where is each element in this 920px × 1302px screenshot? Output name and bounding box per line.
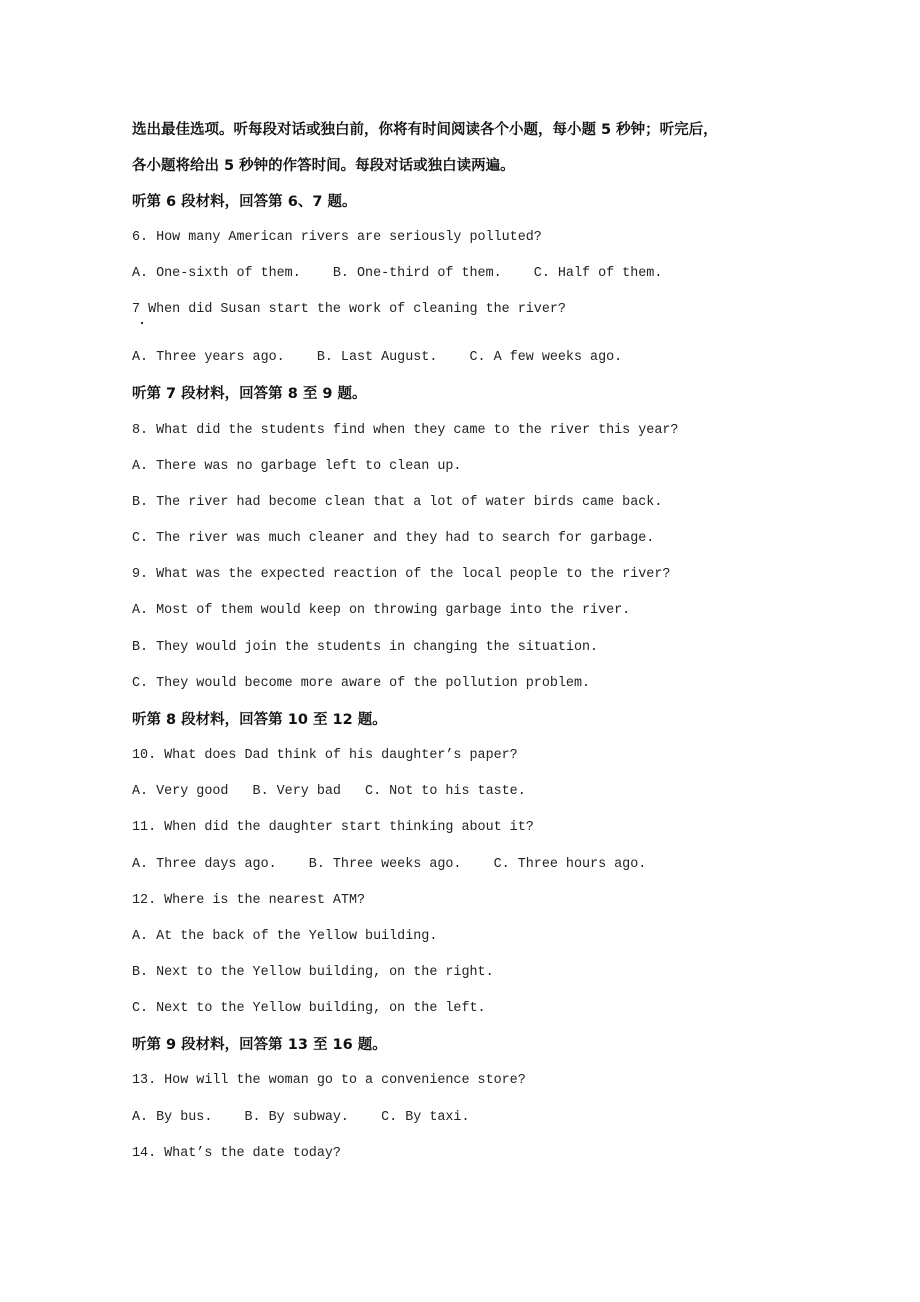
- answer-option: A. Most of them would keep on throwing garbage into the river.: [132, 603, 631, 618]
- answer-options: A. Very good B. Very bad C. Not to his taste.: [132, 784, 526, 799]
- answer-options: A. By bus. B. By subway. C. By taxi.: [132, 1110, 470, 1125]
- question: 13. How will the woman go to a convenience store?: [132, 1073, 526, 1088]
- answer-options: A. Three days ago. B. Three weeks ago. C. Three hours ago.: [132, 857, 647, 872]
- answer-options: A. Three years ago. B. Last August. C. A few weeks ago.: [132, 350, 623, 365]
- answer-option: B. The river had become clean that a lot of water birds came back.: [132, 495, 663, 510]
- answer-option: C. They would become more aware of the pollution problem.: [132, 676, 591, 691]
- answer-option: C. Next to the Yellow building, on the left.: [132, 1001, 486, 1016]
- question: 11. When did the daughter start thinking about it?: [132, 820, 534, 835]
- answer-option: A. There was no garbage left to clean up.: [132, 459, 462, 474]
- question: 12. Where is the nearest ATM?: [132, 893, 366, 908]
- section-heading: 听第 8 段材料，回答第 10 至 12 题。: [132, 712, 387, 728]
- stray-dot: [141, 322, 143, 324]
- question: 14. What’s the date today?: [132, 1146, 341, 1161]
- instruction-text: 选出最佳选项。听每段对话或独白前，你将有时间阅读各个小题，每小题 5 秒钟；听完后，: [132, 122, 718, 138]
- instruction-text: 各小题将给出 5 秒钟的作答时间。每段对话或独白读两遍。: [132, 158, 515, 174]
- question: 9. What was the expected reaction of the local people to the river?: [132, 567, 671, 582]
- answer-option: A. At the back of the Yellow building.: [132, 929, 438, 944]
- answer-option: B. Next to the Yellow building, on the right.: [132, 965, 494, 980]
- answer-option: C. The river was much cleaner and they had to search for garbage.: [132, 531, 655, 546]
- section-heading: 听第 9 段材料，回答第 13 至 16 题。: [132, 1037, 387, 1053]
- question: 8. What did the students find when they came to the river this year?: [132, 423, 679, 438]
- question: 6. How many American rivers are seriously polluted?: [132, 230, 542, 245]
- answer-option: B. They would join the students in changing the situation.: [132, 640, 599, 655]
- section-heading: 听第 7 段材料，回答第 8 至 9 题。: [132, 386, 367, 402]
- answer-options: A. One-sixth of them. B. One-third of them. C. Half of them.: [132, 266, 663, 281]
- question: 7 When did Susan start the work of cleaning the river?: [132, 302, 566, 317]
- section-heading: 听第 6 段材料，回答第 6、7 题。: [132, 194, 357, 210]
- question: 10. What does Dad think of his daughter’s paper?: [132, 748, 518, 763]
